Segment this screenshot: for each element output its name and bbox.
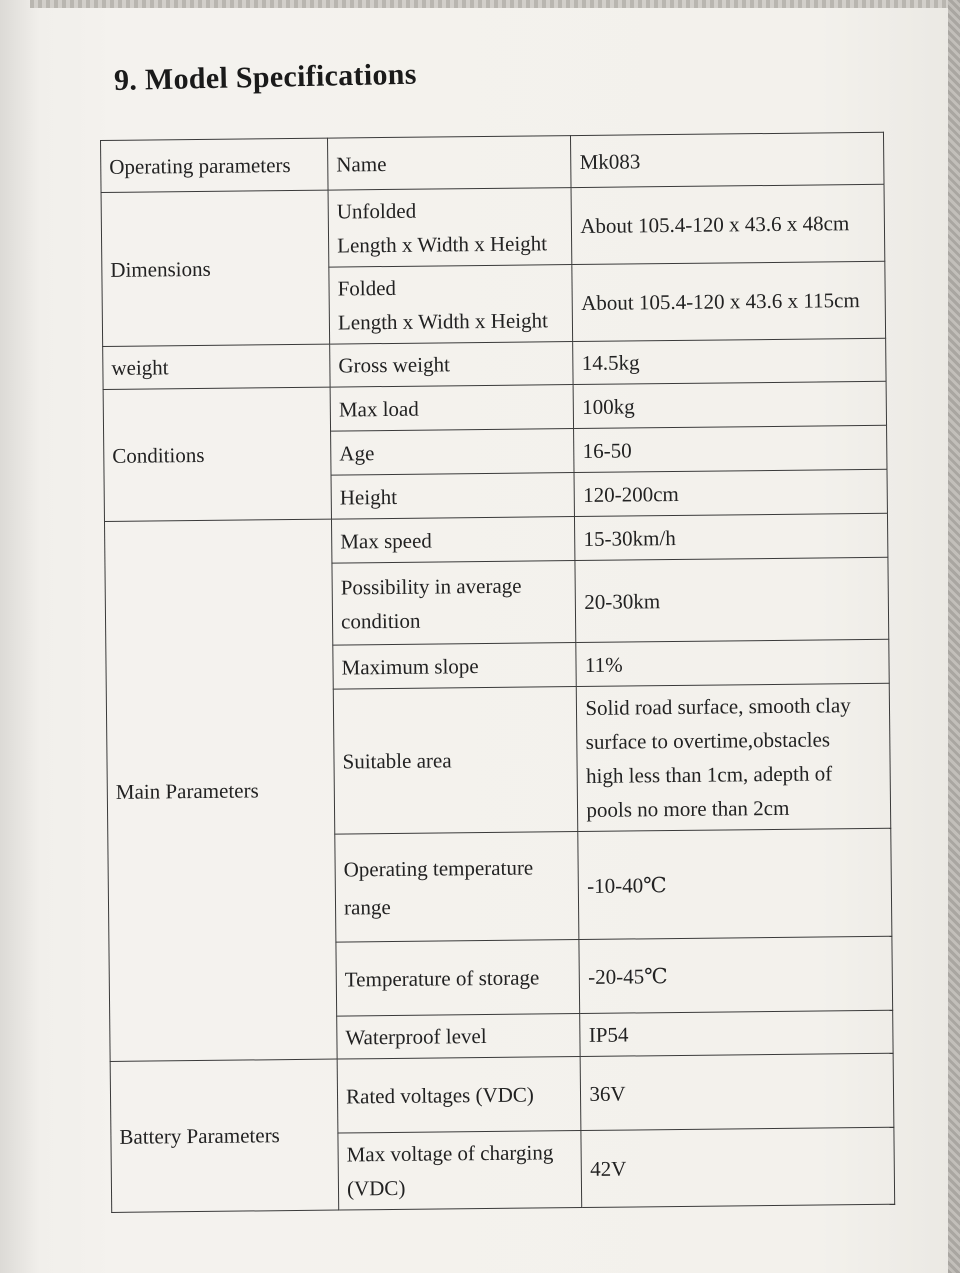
unfolded-name-line1: Unfolded <box>336 198 417 224</box>
height-name: Height <box>331 473 575 520</box>
height-value: 120-200cm <box>574 469 887 516</box>
max-slope-name: Maximum slope <box>333 643 577 690</box>
conditions-label: Conditions <box>103 387 331 521</box>
suitable-area-name: Suitable area <box>333 687 578 835</box>
table-header-row <box>101 132 885 192</box>
max-speed-value: 15-30km/h <box>575 513 888 560</box>
folded-name <box>329 265 573 345</box>
page-top-edge <box>30 0 950 8</box>
header-model: Mk083 <box>571 132 884 187</box>
operating-temperature-line2: range <box>343 894 391 919</box>
suitable-area-line2: surface to overtime,obstacles <box>585 727 831 754</box>
possibility-name-line2: condition <box>340 608 421 634</box>
folded-name-line2: Length x Width x Height <box>337 308 549 335</box>
operating-temperature-line1: Operating temperature <box>343 855 534 881</box>
header-name: Name <box>328 136 572 191</box>
unfolded-name <box>328 188 572 268</box>
age-name: Age <box>331 429 575 476</box>
max-load-value: 100kg <box>573 381 886 428</box>
max-charging-voltage-value: 42V <box>581 1127 894 1207</box>
folded-name-line1: Folded <box>337 275 397 301</box>
specifications-table <box>100 132 895 1213</box>
possibility-value: 20-30km <box>575 557 888 642</box>
operating-temperature-name <box>335 832 579 943</box>
gross-weight-value: 14.5kg <box>573 338 886 384</box>
dimensions-label: Dimensions <box>101 190 330 346</box>
possibility-name-line1: Possibility in average <box>340 573 522 600</box>
waterproof-value: IP54 <box>580 1010 893 1056</box>
suitable-area-line4: pools no more than 2cm <box>586 795 790 822</box>
main-parameters-label: Main Parameters <box>104 519 337 1061</box>
suitable-area-line1: Solid road surface, smooth clay <box>585 693 851 720</box>
unfolded-name-line2: Length x Width x Height <box>337 231 548 258</box>
operating-temperature-value: -10-40℃ <box>578 828 892 939</box>
max-speed-name: Max speed <box>332 517 576 564</box>
possibility-name <box>332 561 576 646</box>
weight-label: weight <box>103 344 330 389</box>
rated-voltage-value: 36V <box>581 1053 894 1130</box>
waterproof-name: Waterproof level <box>337 1014 581 1060</box>
storage-temperature-value: -20-45℃ <box>579 936 892 1013</box>
page-title: 9. Model Specifications <box>113 57 417 97</box>
suitable-area-value <box>577 683 891 831</box>
max-charging-voltage-line2: (VDC) <box>346 1175 406 1201</box>
table-row <box>101 184 885 269</box>
gross-weight-name: Gross weight <box>330 342 574 388</box>
battery-parameters-label: Battery Parameters <box>110 1059 339 1212</box>
max-charging-voltage-line1: Max voltage of charging <box>346 1140 554 1167</box>
background-fabric <box>948 0 960 1273</box>
folded-value: About 105.4-120 x 43.6 x 115cm <box>572 261 885 341</box>
suitable-area-line3: high less than 1cm, adepth of <box>585 761 833 788</box>
storage-temperature-name: Temperature of storage <box>336 940 580 1017</box>
max-load-name: Max load <box>330 385 574 432</box>
header-operating-parameters: Operating parameters <box>101 138 329 192</box>
age-value: 16-50 <box>574 425 887 472</box>
max-charging-voltage-name <box>338 1131 582 1211</box>
max-slope-value: 11% <box>576 639 889 686</box>
table-row <box>110 1053 894 1135</box>
rated-voltage-name: Rated voltages (VDC) <box>337 1057 581 1134</box>
unfolded-value: About 105.4-120 x 43.6 x 48cm <box>571 184 884 264</box>
